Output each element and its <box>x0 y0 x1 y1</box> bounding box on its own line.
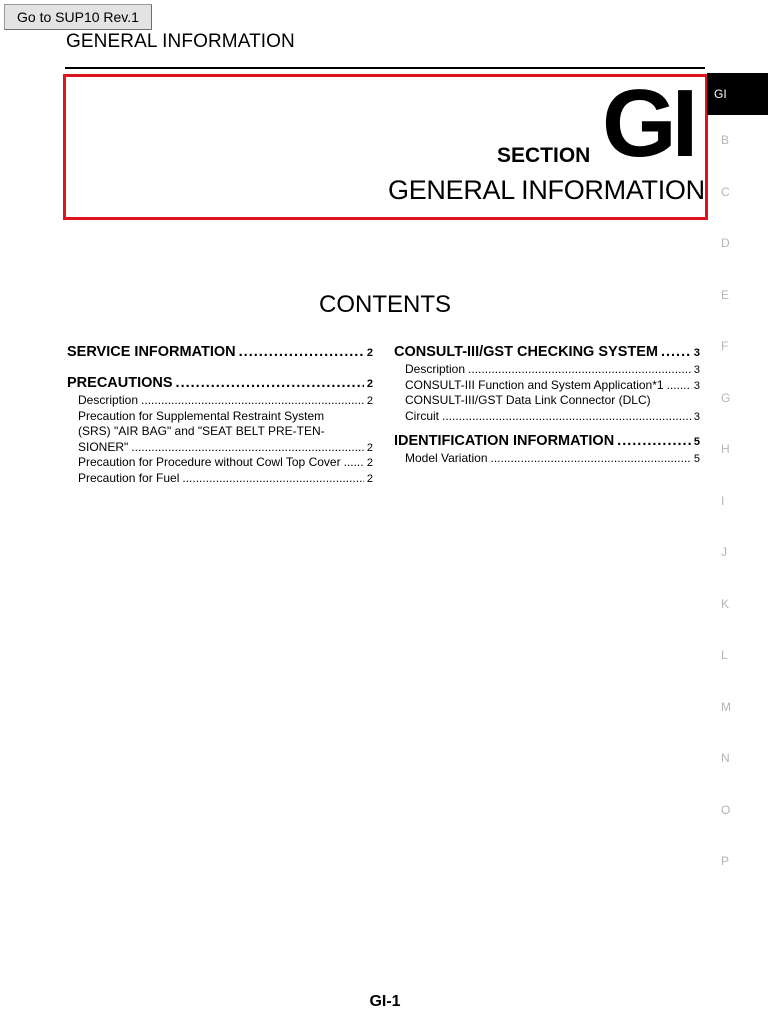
toc-right-column <box>394 343 700 467</box>
toc-entry-label: IDENTIFICATION INFORMATION <box>394 433 615 449</box>
toc-page-number: 5 <box>693 436 700 448</box>
toc-entry-label: Model Variation <box>405 451 488 465</box>
section-tab-n[interactable]: N <box>721 751 730 765</box>
toc-entry-description[interactable] <box>67 393 373 409</box>
toc-entry-label: Description <box>78 393 139 407</box>
section-tab-g[interactable]: G <box>721 390 731 405</box>
toc-page-number: 2 <box>366 472 373 485</box>
running-header-title: GENERAL INFORMATION <box>66 31 295 52</box>
section-tab-c[interactable]: C <box>721 184 730 199</box>
toc-leader <box>131 440 364 456</box>
toc-page-number: 2 <box>366 347 373 359</box>
section-tab-j[interactable]: J <box>721 545 727 559</box>
toc-leader <box>344 455 364 471</box>
page-number: GI-1 <box>369 993 401 1010</box>
section-tab-f[interactable]: F <box>721 339 729 353</box>
toc-entry-label: CONSULT-III/GST Data Link Connector (DLC) <box>405 393 651 407</box>
toc-leader <box>491 451 691 467</box>
toc-leader <box>442 409 691 425</box>
toc-leader <box>176 374 364 393</box>
toc-leader <box>661 343 691 362</box>
section-tab-e[interactable]: E <box>721 287 730 302</box>
toc-leader <box>468 362 691 378</box>
section-tab-rail <box>707 115 768 888</box>
toc-page-number: 5 <box>693 453 700 465</box>
toc-entry-model-variation[interactable] <box>394 451 700 467</box>
toc-entry-label: Precaution for Procedure without Cowl Top Cover <box>78 455 341 469</box>
section-code: GI <box>602 70 694 177</box>
toc-entry-label: (SRS) "AIR BAG" and "SEAT BELT PRE-TEN- <box>78 424 325 438</box>
section-tab-k[interactable]: K <box>721 596 730 611</box>
toc-entry-label: CONSULT-III/GST CHECKING SYSTEM <box>394 344 658 360</box>
section-title: GENERAL INFORMATION <box>388 175 705 205</box>
section-tab-m[interactable]: M <box>721 699 731 714</box>
section-word: SECTION <box>497 144 591 167</box>
toc-page-number: 2 <box>366 457 373 469</box>
section-tab-b[interactable]: B <box>721 133 730 147</box>
toc-entry-label: Circuit <box>405 408 440 423</box>
toc-entry-dlc-circuit[interactable] <box>394 393 700 424</box>
toc-page-number: 3 <box>693 410 700 423</box>
toc-entry-precautions[interactable] <box>67 374 373 393</box>
section-tab-label: GI <box>714 87 727 101</box>
header-divider <box>65 67 705 69</box>
toc-page-number: 3 <box>693 379 700 392</box>
toc-entry-description[interactable] <box>394 362 700 378</box>
toc-entry-label: Precaution for Supplemental Restraint System <box>78 408 325 423</box>
toc-entry-srs[interactable] <box>67 409 373 456</box>
toc-leader <box>667 378 691 394</box>
toc-page-number: 2 <box>366 395 373 407</box>
toc-left-column <box>67 343 373 486</box>
section-tab-o[interactable]: O <box>721 802 731 817</box>
toc-entry-service-information[interactable] <box>67 343 373 362</box>
toc-page-number: 2 <box>366 441 373 454</box>
section-tab-p[interactable]: P <box>721 854 730 868</box>
toc-leader <box>141 393 364 409</box>
toc-entry-label: CONSULT-III Function and System Application*1 <box>405 377 664 392</box>
toc-entry-label: Precaution for Fuel <box>78 470 180 485</box>
toc-entry-label: PRECAUTIONS <box>67 375 173 391</box>
section-tab-gi[interactable] <box>707 73 768 115</box>
section-tab-l[interactable]: L <box>721 648 728 662</box>
toc-leader <box>182 471 363 487</box>
toc-page-number: 3 <box>693 364 700 376</box>
toc-entry-label: Description <box>405 362 466 376</box>
toc-entry-consult-checking-system[interactable] <box>394 343 700 362</box>
toc-entry-identification-information[interactable] <box>394 432 700 451</box>
go-to-sup10-button[interactable]: Go to SUP10 Rev.1 <box>4 4 152 30</box>
toc-page-number: 2 <box>366 378 373 390</box>
toc-leader <box>239 343 364 362</box>
toc-leader <box>617 432 691 451</box>
section-tab-h[interactable]: H <box>721 442 730 456</box>
section-tab-d[interactable]: D <box>721 236 730 250</box>
toc-page-number: 3 <box>693 347 700 359</box>
toc-entry-cowl-top-cover[interactable] <box>67 455 373 471</box>
toc-entry-consult-function[interactable] <box>394 378 700 394</box>
section-tab-i[interactable]: I <box>721 493 725 508</box>
toc-entry-fuel[interactable] <box>67 471 373 487</box>
toc-entry-label: SERVICE INFORMATION <box>67 344 236 360</box>
contents-heading: CONTENTS <box>319 291 451 318</box>
toc-entry-label: SIONER" <box>78 439 129 454</box>
